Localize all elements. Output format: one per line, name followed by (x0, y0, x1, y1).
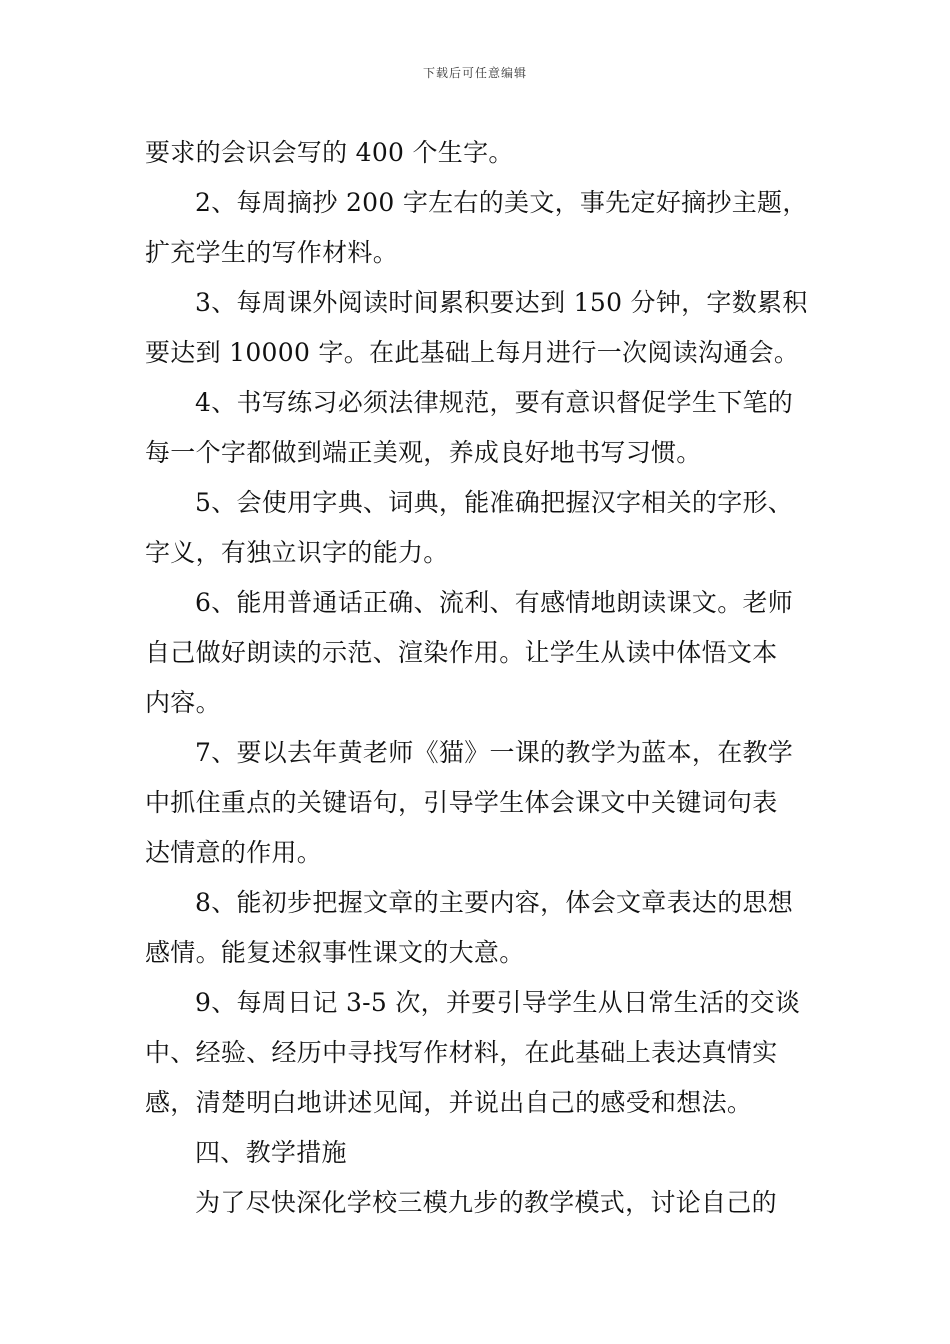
text-line: 8、能初步把握文章的主要内容，体会文章表达的思想 (195, 888, 794, 917)
document-body (145, 128, 810, 1228)
text-line: 2、每周摘抄 200 字左右的美文，事先定好摘抄主题， (195, 188, 808, 217)
text-line: 感，清楚明白地讲述见闻，并说出自己的感受和想法。 (145, 1088, 753, 1117)
text-line: 6、能用普通话正确、流利、有感情地朗读课文。老师 (195, 588, 794, 617)
text-line: 要达到 10000 字。在此基础上每月进行一次阅读沟通会。 (145, 338, 800, 367)
text-line: 四、教学措施 (195, 1138, 347, 1167)
text-line: 达情意的作用。 (145, 838, 323, 867)
text-line: 每一个字都做到端正美观，养成良好地书写习惯。 (145, 438, 702, 467)
page-header: 下载后可任意编辑 (422, 66, 527, 80)
text-line: 3、每周课外阅读时间累积要达到 150 分钟，字数累积 (195, 288, 808, 317)
text-line: 5、会使用字典、词典，能准确把握汉字相关的字形、 (195, 488, 794, 517)
text-line: 内容。 (145, 688, 221, 717)
text-line: 中、经验、经历中寻找写作材料，在此基础上表达真情实 (145, 1038, 778, 1067)
text-line: 扩充学生的写作材料。 (145, 238, 399, 267)
text-line: 7、要以去年黄老师《猫》一课的教学为蓝本，在教学 (195, 738, 794, 767)
text-line: 9、每周日记 3-5 次，并要引导学生从日常生活的交谈 (195, 988, 801, 1017)
text-line: 中抓住重点的关键语句，引导学生体会课文中关键词句表 (145, 788, 778, 817)
text-line: 要求的会识会写的 400 个生字。 (145, 138, 514, 167)
text-line: 感情。能复述叙事性课文的大意。 (145, 938, 525, 967)
text-line: 自己做好朗读的示范、渲染作用。让学生从读中体悟文本 (145, 638, 778, 667)
text-line: 为了尽快深化学校三模九步的教学模式，讨论自己的 (195, 1188, 777, 1217)
text-line: 4、书写练习必须法律规范，要有意识督促学生下笔的 (195, 388, 794, 417)
text-line: 字义，有独立识字的能力。 (145, 538, 449, 567)
